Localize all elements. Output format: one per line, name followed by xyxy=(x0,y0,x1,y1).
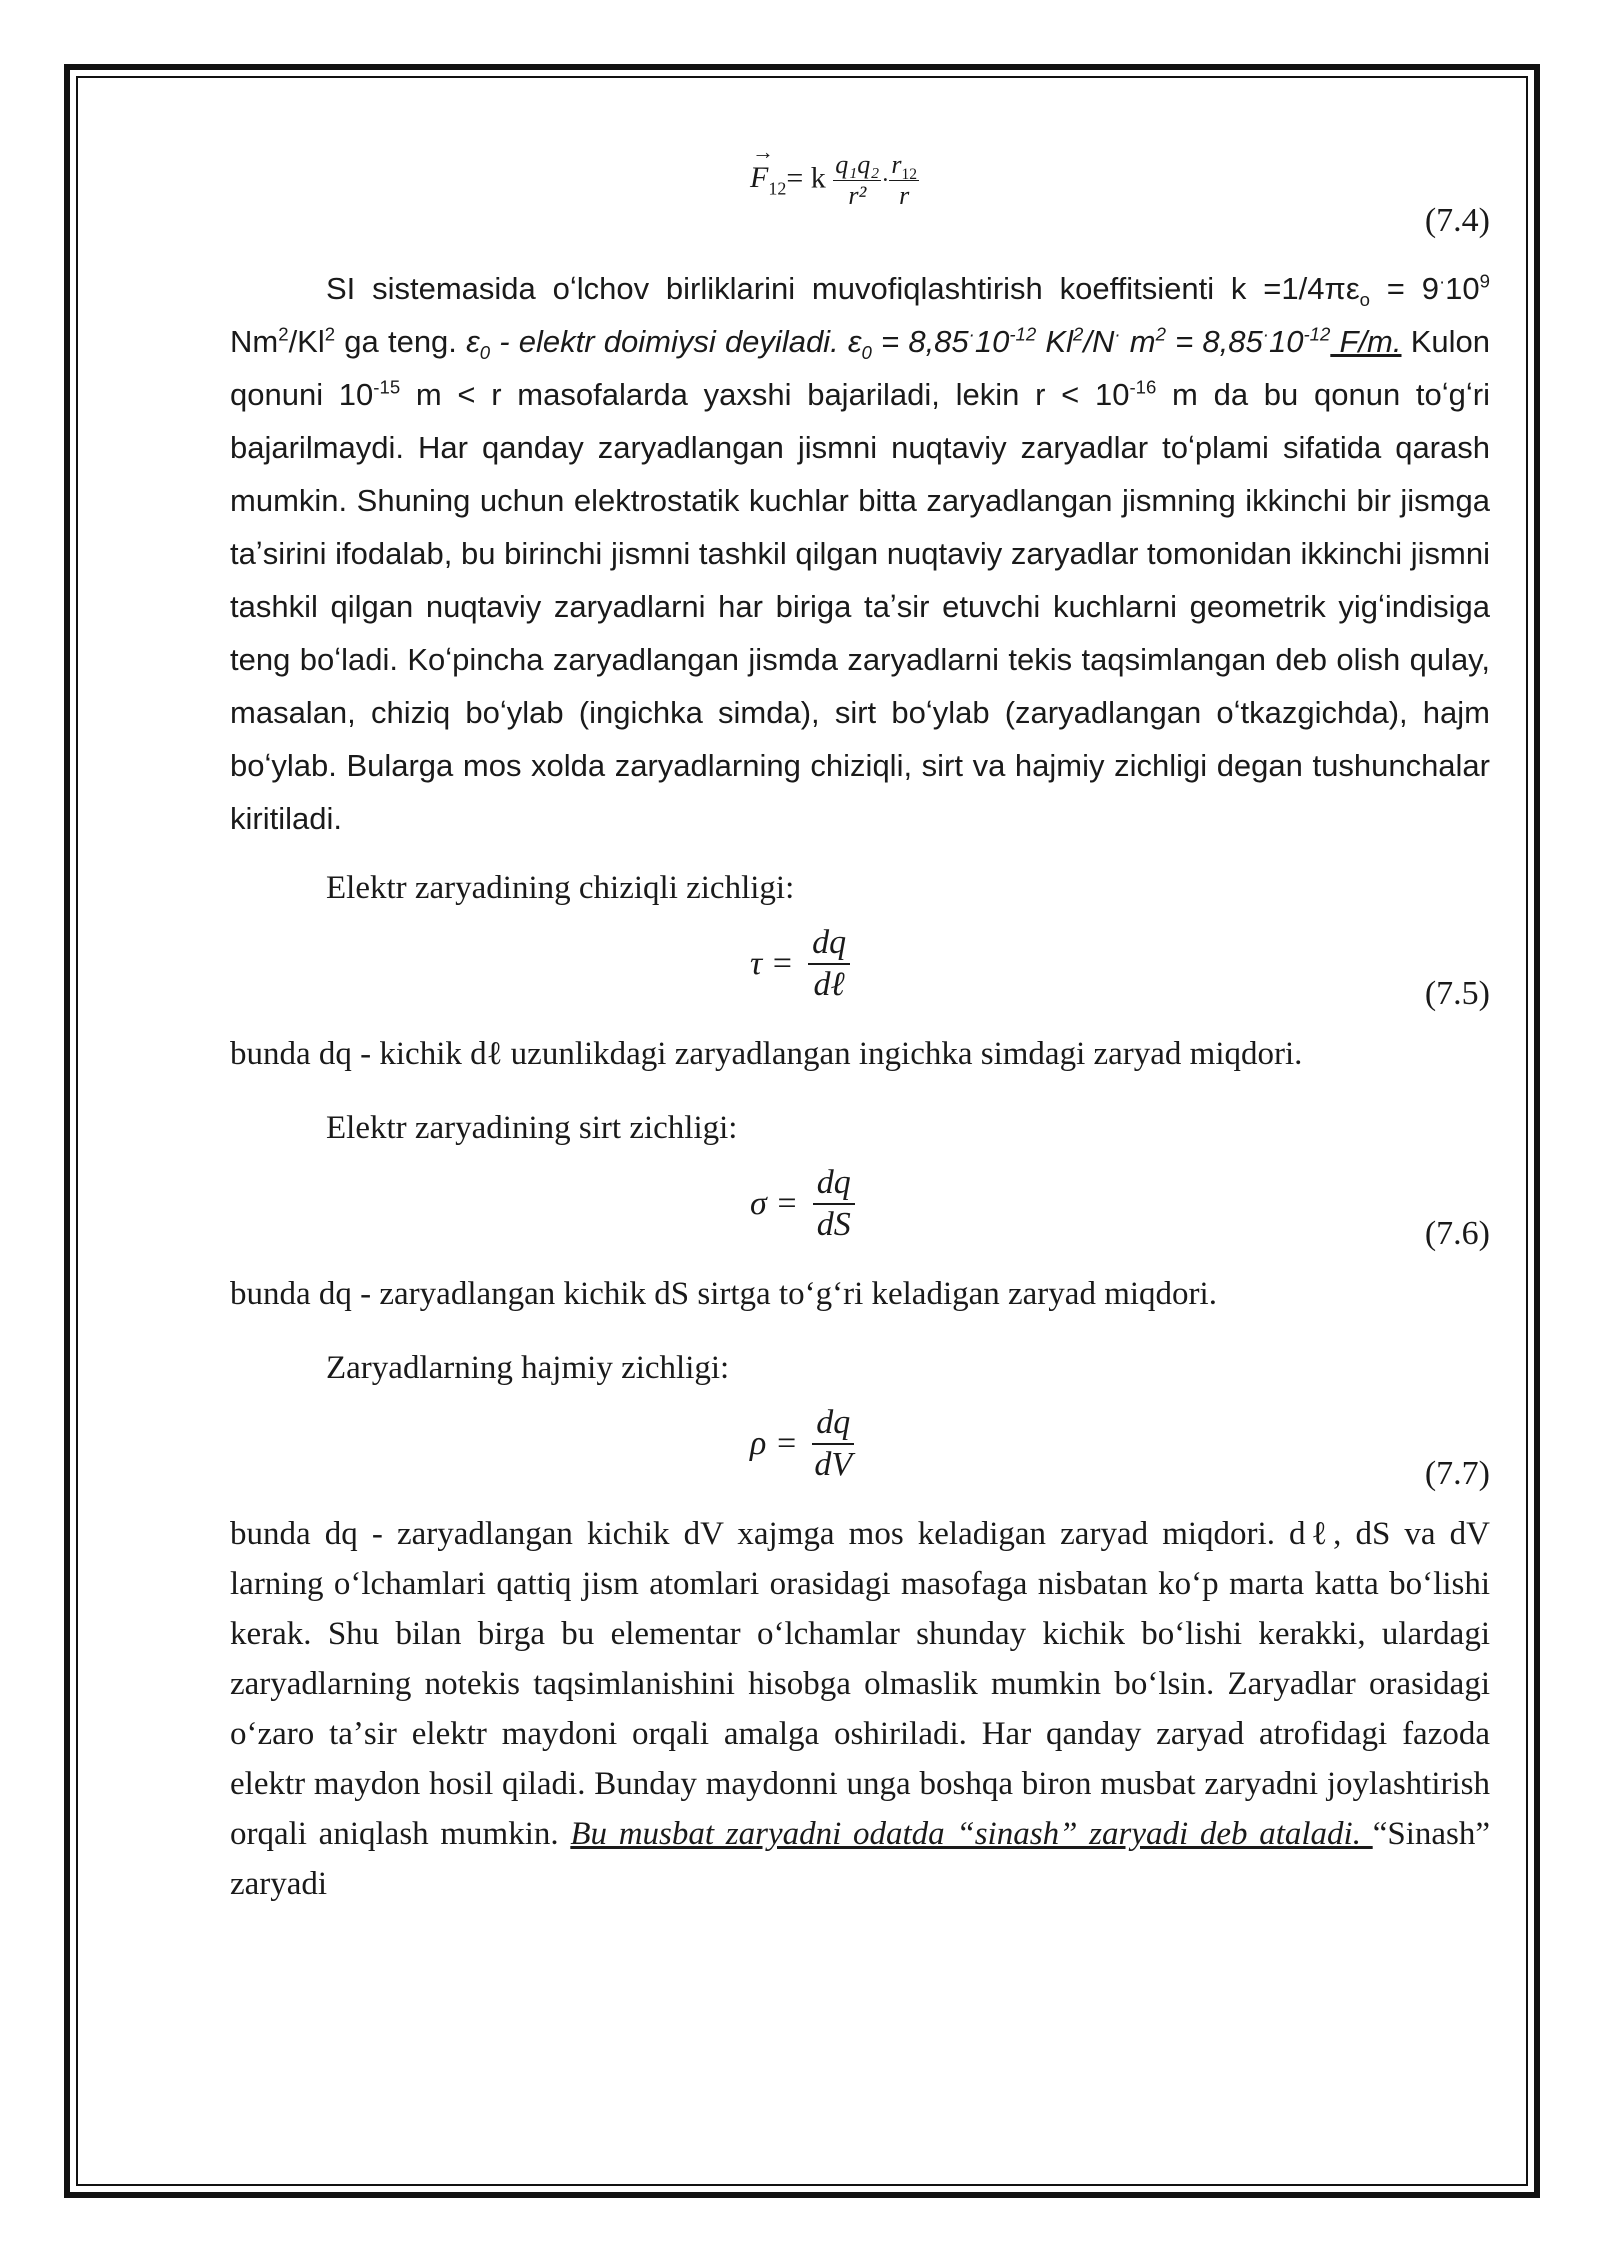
equation-7-6 xyxy=(230,1163,1490,1263)
test-charge-definition: Bu musbat zaryadni odatda “sinash” zaryadi deb ataladi. xyxy=(570,1816,1373,1852)
paragraph-electric-field: bunda dq - zaryadlangan kichik dV xajmga mos keladigan zaryad miqdori. dℓ, dS va dV larning oʻlchamlari qattiq jism atomlari orasidagi masofaga nisbatan koʻp marta katta boʻlishi kerak. Shu bilan birga bu elementar oʻlchamlar shunday kichik boʻlishi kerakki, ulardagi zaryadlarning notekis taqsimlanishini hisobga olmaslik mumkin boʻlsin. Zaryadlar orasidagi oʻzaro taʼsir elektr maydoni orqali amalga oshiriladi. Har qanday zaryad atrofidagi fazoda elektr maydon hosil qiladi. Bunday maydonni unga boshqa biron musbat zaryadni joylashtirish orqali aniqlash mumkin. Bu musbat zaryadni odatda “sinash” zaryadi deb ataladi. “Sinash” zaryadi xyxy=(230,1516,1490,1902)
volume-density-formula: ρ = $\frac{dq}{dV}$ xyxy=(750,1403,854,1485)
unit-vector-fraction: $\frac{r_{12}}{r}$ xyxy=(891,150,918,210)
paragraph-surface-explanation: bunda dq - zaryadlangan kichik dS sirtga toʻgʻri keladigan zaryad miqdori. xyxy=(230,1276,1217,1312)
equation-7-4 xyxy=(230,140,1490,250)
equation-number: (7.5) xyxy=(1424,975,1490,1012)
charge-fraction: $\frac{\text{q₁q₂}}{\text{r²}}$ xyxy=(835,150,880,210)
equation-7-5 xyxy=(230,923,1490,1023)
surface-density-formula: σ = $\frac{dq}{dS}$ xyxy=(750,1163,855,1245)
linear-density-formula: τ = $\frac{dq}{\text{dℓ}}$ xyxy=(750,923,850,1005)
heading-surface-density: Elektr zaryadining sirt zichligi: xyxy=(326,1110,738,1146)
paragraph-linear-explanation: bunda dq - kichik dℓ uzunlikdagi zaryadlangan ingichka simdagi zaryad miqdori. xyxy=(230,1036,1303,1072)
heading-linear-density: Elektr zaryadining chiziqli zichligi: xyxy=(326,870,795,906)
equation-number: (7.6) xyxy=(1424,1215,1490,1252)
heading-volume-density: Zaryadlarning hajmiy zichligi: xyxy=(326,1350,730,1386)
paragraph-coulomb-law: SI sistemasida oʻlchov birliklarini muvofiqlashtirish koeffitsienti $k =1/4\pi\varepsilon_o = 9^\cdot 10^9$ Nm$^2$/Kl$^2$ ga teng. $\varepsilon_0$ - elektr doimiysi deyiladi. $\varepsilon_0 = 8,85^\cdot 10^{-12}$ Kl$^2$/N· $m^2 = 8,85^\cdot 10^{-12}$ F/m. Kulon qonuni $10^{-15}$ m < r masofalarda yaxshi bajariladi, lekin $r < 10^{-16}$ m da bu qonun toʻgʻri bajarilmaydi. Har qanday zaryadlangan jismni nuqtaviy zaryadlar toʻplami sifatida qarash mumkin. Shuning uchun elektrostatik kuchlar bitta zaryadlangan jismning ikkinchi bir jismga taʼsirini ifodalab, bu birinchi jismni tashkil qilgan nuqtaviy zaryadlar tomonidan ikkinchi jismni tashkil qilgan nuqtaviy zaryadlarni har biriga taʼsir etuvchi kuchlarni geometrik yigʻindisiga teng boʻladi. Koʻpincha zaryadlangan jismda zaryadlarni tekis taqsimlangan deb olish qulay, masalan, chiziq boʻylab (ingichka simda), sirt boʻylab (zaryadlangan oʻtkazgichda), hajm boʻylab. Bularga mos xolda zaryadlarning chiziqli, sirt va hajmiy zichligi degan tushunchalar kiritiladi. xyxy=(230,270,1490,836)
equation-number: (7.7) xyxy=(1424,1455,1490,1492)
page-content xyxy=(230,140,1490,1909)
equation-7-7 xyxy=(230,1403,1490,1503)
equation-number: (7.4) xyxy=(1424,202,1490,239)
coulomb-formula: → $F_{12}= k$ $\frac{\text{q₁q₂}}{\text{r²}}$ · $\frac{r_{12}}{r}$ xyxy=(750,139,918,210)
